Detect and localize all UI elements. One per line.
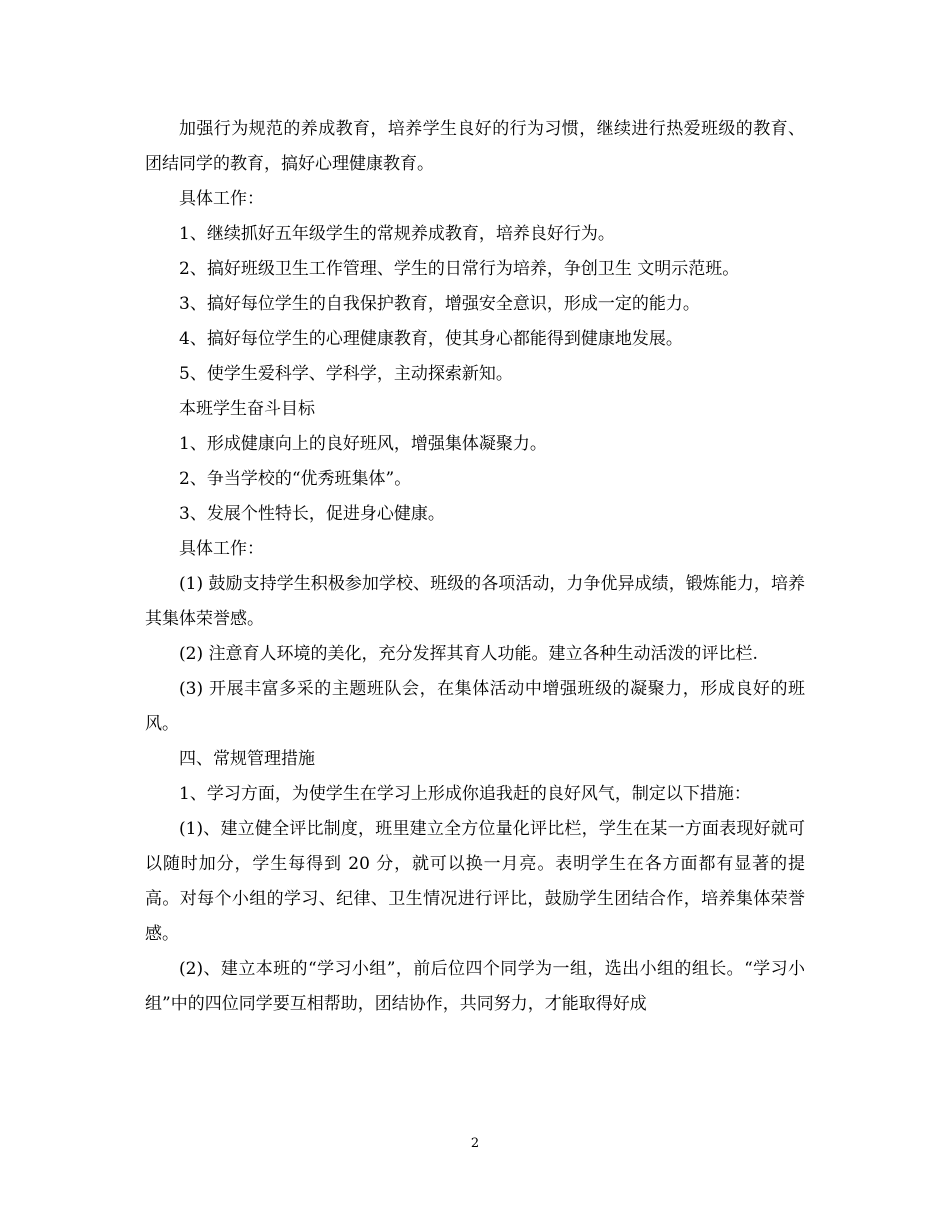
paragraph: 具体工作：: [179, 189, 264, 209]
document-body: [145, 112, 805, 1022]
paragraph: (1)、建立健全评比制度，班里建立全方位量化评比栏，学生在某一方面表现好就可以随时加分，学生每得到 20 分，就可以换一月亮。表明学生在各方面都有显著的提高。对每个小组的学习、纪律、卫生情况进行评比，鼓励学生团结合作，培养集体荣誉感。: [145, 819, 805, 944]
paragraph: 加强行为规范的养成教育，培养学生良好的行为习惯，继续进行热爱班级的教育、团结同学的教育，搞好心理健康教育。: [145, 119, 805, 174]
paragraph: (1) 鼓励支持学生积极参加学校、班级的各项活动，力争优异成绩，锻炼能力，培养其集体荣誉感。: [145, 574, 805, 629]
paragraph: 3、搞好每位学生的自我保护教育，增强安全意识，形成一定的能力。: [179, 294, 700, 314]
paragraph: (3) 开展丰富多采的主题班队会，在集体活动中增强班级的凝聚力，形成良好的班风。: [145, 679, 805, 734]
section-heading: 四、常规管理措施: [179, 749, 315, 769]
page-number: 2: [470, 1136, 480, 1151]
paragraph: 3、发展个性特长，促进身心健康。: [179, 504, 445, 524]
paragraph: 1、学习方面，为使学生在学习上形成你追我赶的良好风气，制定以下措施：: [179, 784, 751, 804]
paragraph: 5、使学生爱科学、学科学，主动探索新知。: [179, 364, 513, 384]
paragraph: 1、形成健康向上的良好班风，增强集体凝聚力。: [179, 434, 547, 454]
paragraph: 4、搞好每位学生的心理健康教育，使其身心都能得到健康地发展。: [179, 329, 683, 349]
paragraph: 具体工作：: [179, 539, 264, 559]
paragraph: 2、争当学校的“优秀班集体”。: [179, 469, 412, 489]
paragraph: 1、继续抓好五年级学生的常规养成教育，培养良好行为。: [179, 224, 615, 244]
paragraph: (2)、建立本班的“学习小组”，前后位四个同学为一组，选出小组的组长。“学习小组”中的四位同学要互相帮助，团结协作，共同努力，才能取得好成: [145, 959, 805, 1014]
section-heading: 本班学生奋斗目标: [179, 399, 315, 419]
paragraph: (2) 注意育人环境的美化，充分发挥其育人功能。建立各种生动活泼的评比栏.: [179, 644, 758, 664]
paragraph: 2、搞好班级卫生工作管理、学生的日常行为培养，争创卫生 文明示范班。: [179, 259, 740, 279]
